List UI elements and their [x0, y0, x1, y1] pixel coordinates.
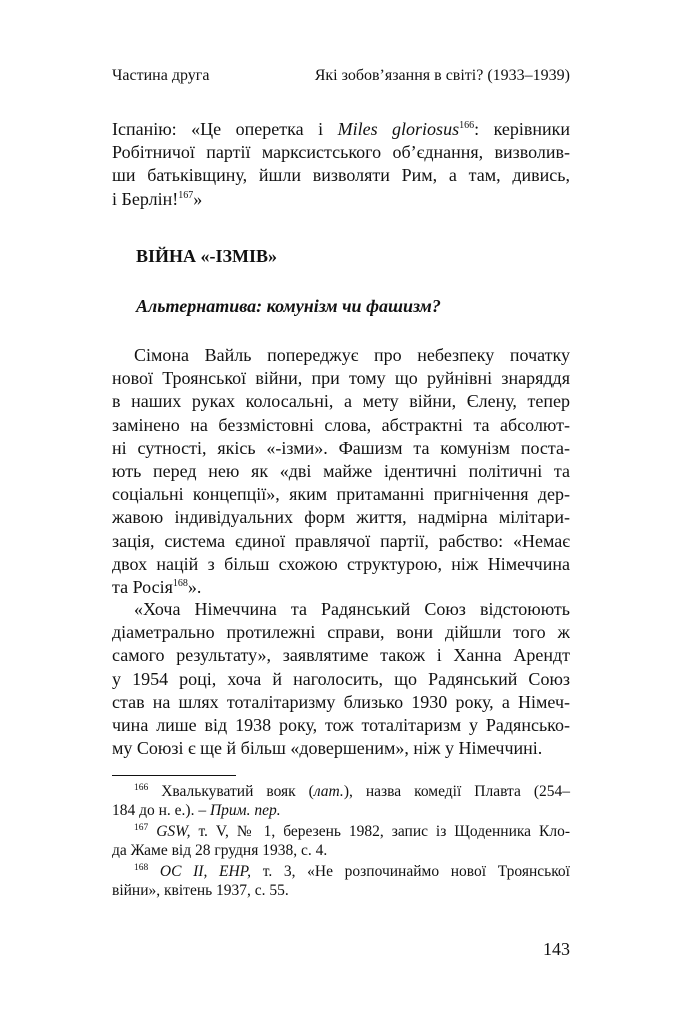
footnote-divider [112, 775, 236, 776]
text-italic: GSW, [148, 823, 191, 840]
paragraph-line: му Союзі є ще й більш «довершеним», ніж у Німеччині. [112, 738, 543, 759]
footnote-167 [112, 822, 570, 860]
text-span: 184 до н. е.). – [112, 802, 210, 820]
intro-line: ши батьківщину, йшли визволяти Рим, а там, дивись, [112, 165, 570, 186]
paragraph-line: соціальні концепції», яким притаманні пригнічення дер- [112, 484, 570, 505]
footnote-168 [112, 862, 570, 900]
paragraph-line: самого результату», заявлятиме також і Ханна Арендт [112, 645, 570, 666]
footnote-line [112, 822, 570, 841]
text-span: т. V, № 1, березень 1982, запис із Щоденника Кло- [190, 823, 570, 840]
paragraph-line: двох націй з більш схожою структурою, ніж Німеччина [112, 553, 570, 574]
intro-line: Робітничої партії марксистського об’єднання, визволив- [112, 142, 570, 163]
footnote-ref: 167 [178, 189, 194, 201]
paragraph-line: нової Троянської війни, при тому що руйнівні знаряддя [112, 368, 570, 389]
intro-line [112, 118, 570, 141]
paragraph-line: діаметрально протилежні справи, вони дійшли того ж [112, 622, 570, 643]
text-span: Хвалькуватий вояк ( [148, 783, 314, 800]
text-italic: OC II, EHP, [148, 863, 252, 880]
text-italic: лат. [313, 783, 344, 800]
paragraph-line: замінено на беззмістовні слова, абстрактні та абсолют- [112, 414, 570, 435]
text-span: і Берлін! [112, 188, 179, 209]
paragraph-line: ні сутності, якісь «-ізми». Фашизм та комунізм поста- [112, 437, 570, 458]
footnote-line [112, 801, 570, 820]
footnote-number: 166 [134, 783, 149, 793]
latin-title: Miles gloriosus [337, 119, 460, 139]
text-span: ), назва комедії Плавта (254– [343, 783, 570, 800]
footnote-number: 168 [134, 863, 149, 873]
paragraph-line: зація, система єдиної правлячої партії, рабство: «Немає [112, 530, 570, 551]
header-chapter-title: Які зобов’язання в світі? (1933–1939) [314, 67, 570, 84]
text-span: т. 3, «Не розпочинаймо нової Троянської [251, 863, 570, 880]
paragraph-line [112, 576, 570, 599]
text-italic: Прим. пер. [209, 802, 281, 820]
paragraph-line: ють перед нею як «дві майже ідентичні політичні та [112, 461, 570, 482]
footnote-ref: 166 [459, 120, 475, 131]
footnote-number: 167 [134, 823, 149, 833]
paragraph-1 [112, 344, 570, 599]
footnote-166 [112, 782, 570, 820]
section-subheading: Альтернатива: комунізм чи фашизм? [136, 296, 441, 316]
paragraph-line: у 1954 році, хоча й наголосить, що Радянський Союз [112, 668, 570, 689]
intro-line [112, 188, 570, 211]
header-part-title: Частина друга [112, 67, 210, 84]
footnote-line: да Жаме від 28 грудня 1938, с. 4. [112, 842, 328, 860]
footnote-ref: 168 [172, 578, 188, 590]
text-span: ». [187, 577, 202, 598]
section-heading: ВІЙНА «-ІЗМІВ» [136, 246, 278, 266]
paragraph-line: жавою індивідуальних форм життя, надмірна мілітари- [112, 507, 570, 528]
footnote-line: війни», квітень 1937, с. 55. [112, 882, 289, 900]
text-span: та Росія [112, 577, 173, 598]
paragraph-line: став на шлях тоталітаризму близько 1930 року, а Німеч- [112, 691, 570, 712]
paragraph-line: «Хоча Німеччина та Радянський Союз відстоюють [134, 599, 570, 619]
footnote-line [112, 782, 570, 801]
footnote-line [112, 862, 570, 881]
paragraph-line: Сімона Вайль попереджує про небезпеку початку [134, 345, 570, 365]
intro-paragraph [112, 118, 570, 211]
paragraph-line: в наших руках колосальні, а мету війни, Єлену, тепер [112, 391, 570, 412]
paragraph-2 [112, 598, 570, 760]
text-span: : керівники [474, 119, 570, 139]
paragraph-line: чина лише від 1938 року, тож тоталітаризм у Радянсько- [112, 715, 570, 736]
text-span: » [193, 188, 203, 209]
text-span: Іспанію: «Це оперетка і [112, 119, 338, 139]
page-number: 143 [543, 939, 570, 959]
